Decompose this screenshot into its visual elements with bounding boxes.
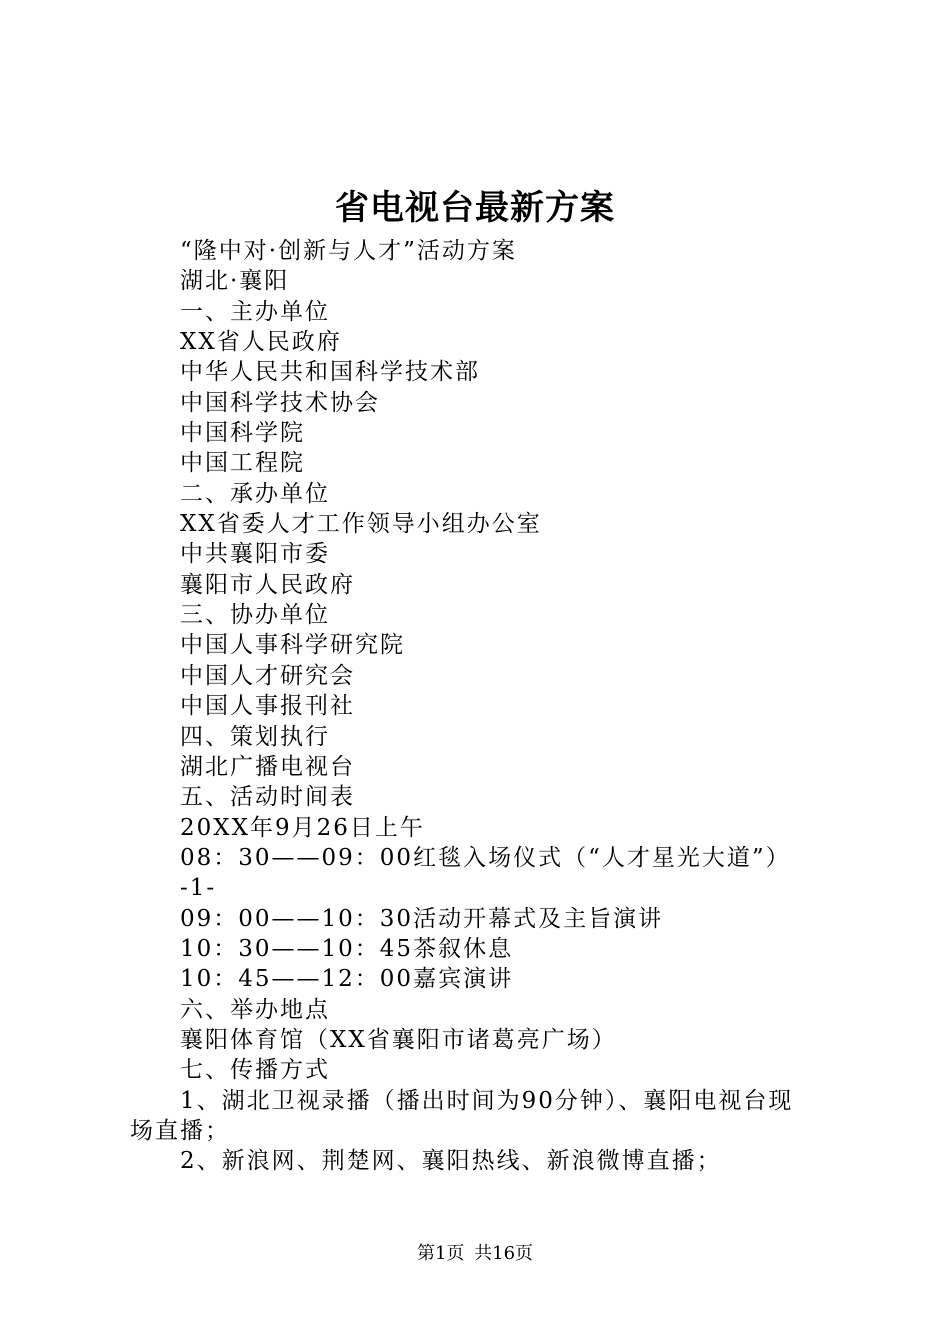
body-line: 中华人民共和国科学技术部	[180, 359, 480, 386]
section-heading: 四、策划执行	[180, 723, 330, 750]
body-line: 中国工程院	[180, 450, 305, 477]
schedule-item: 10：30——10：45茶叙休息	[180, 935, 514, 962]
body-line: 中国人事报刊社	[180, 693, 355, 720]
section-heading: 七、传播方式	[180, 1057, 330, 1084]
body-line: 中共襄阳市委	[180, 541, 330, 568]
body-line: XX省委人才工作领导小组办公室	[180, 511, 542, 538]
body-line: 20XX年9月26日上午	[180, 814, 425, 841]
body-line: 中国人才研究会	[180, 662, 355, 689]
body-line: 湖北·襄阳	[180, 268, 290, 295]
body-line: 中国人事科学研究院	[180, 632, 405, 659]
page-marker: -1-	[180, 875, 217, 902]
document-title: 省电视台最新方案	[335, 188, 615, 228]
schedule-item: 10：45——12：00嘉宾演讲	[180, 966, 514, 993]
body-line: 襄阳体育馆（XX省襄阳市诸葛亮广场）	[180, 1026, 617, 1053]
body-line: 湖北广播电视台	[180, 753, 355, 780]
document-body	[130, 236, 840, 1177]
body-line: 襄阳市人民政府	[180, 571, 355, 598]
body-line: 1、湖北卫视录播（播出时间为90分钟）、襄阳电视台现	[180, 1087, 794, 1114]
page-total: 共16页	[474, 1243, 534, 1264]
body-line: XX省人民政府	[180, 329, 342, 356]
body-line: 中国科学技术协会	[180, 389, 380, 416]
section-heading: 二、承办单位	[180, 480, 330, 507]
body-line: 中国科学院	[180, 420, 305, 447]
section-heading: 三、协办单位	[180, 602, 330, 629]
page-footer	[0, 1242, 950, 1266]
body-line: 2、新浪网、荆楚网、襄阳热线、新浪微博直播；	[180, 1148, 722, 1175]
body-line-continuation: 场直播；	[130, 1117, 230, 1144]
schedule-item: 08：30——09：00红毯入场仪式（“人才星光大道”）	[180, 844, 791, 871]
section-heading: 五、活动时间表	[180, 784, 355, 811]
schedule-item: 09：00——10：30活动开幕式及主旨演讲	[180, 905, 664, 932]
page-number: 第1页	[416, 1243, 465, 1264]
section-heading: 六、举办地点	[180, 996, 330, 1023]
body-line: “隆中对·创新与人才”活动方案	[180, 238, 517, 264]
section-heading: 一、主办单位	[180, 298, 330, 325]
